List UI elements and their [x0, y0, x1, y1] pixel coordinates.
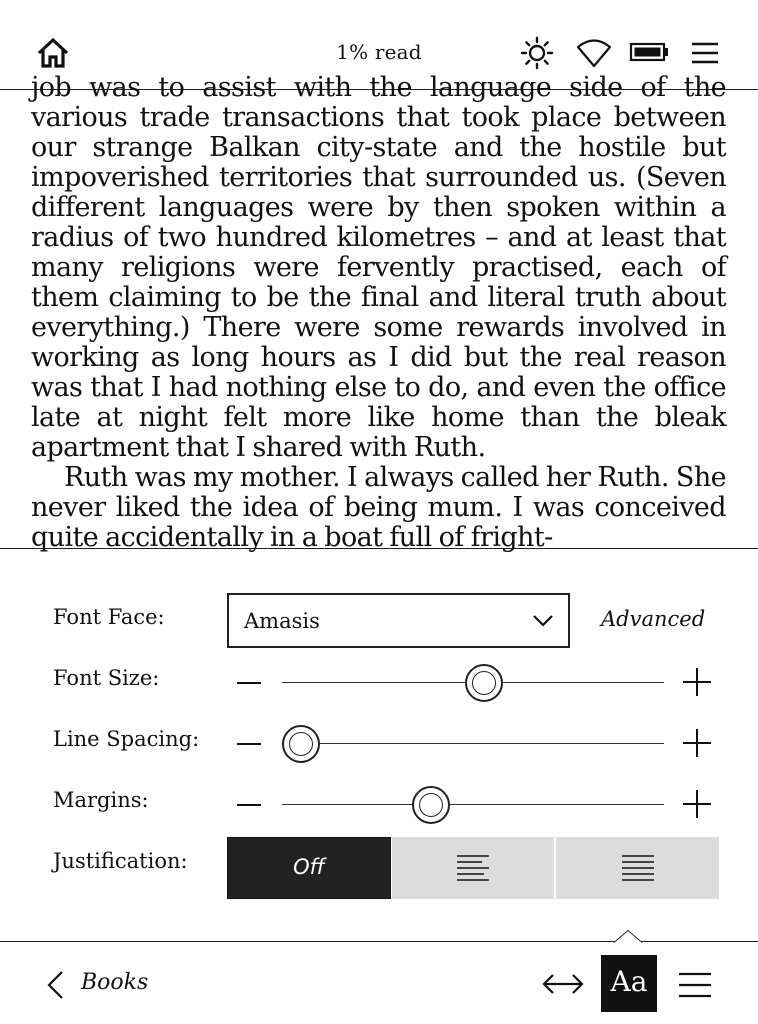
bottom-bar — [0, 941, 758, 1024]
paragraph: Ruth was my mother. I always called her Ruth. She never liked the idea of being mum. I was conceived quite accidentally in a boat full of fright- — [31, 462, 726, 553]
font-size-slider[interactable] — [282, 668, 664, 698]
chevron-down-icon — [532, 613, 554, 629]
font-face-dropdown[interactable] — [227, 593, 570, 648]
reading-progress: 1% read — [336, 40, 422, 64]
wifi-icon[interactable] — [576, 38, 612, 68]
line-spacing-increase-button[interactable] — [683, 729, 711, 757]
font-size-slider-thumb[interactable] — [465, 664, 503, 702]
justification-off-button[interactable] — [227, 837, 391, 899]
reading-settings-panel — [0, 549, 758, 941]
font-size-decrease-button[interactable] — [237, 671, 261, 695]
line-spacing-decrease-button[interactable] — [237, 732, 261, 756]
font-size-increase-button[interactable] — [683, 668, 711, 696]
home-button[interactable] — [36, 36, 70, 70]
back-label: Books — [81, 970, 149, 995]
battery-icon — [630, 40, 670, 64]
page-layout-button[interactable] — [542, 970, 584, 998]
justification-segmented-control — [227, 837, 719, 899]
justification-left-button[interactable] — [392, 837, 554, 899]
slider-track — [282, 804, 664, 805]
justification-full-button[interactable] — [556, 837, 719, 899]
paragraph: job was to assist with the language side of the various trade transactions that took place between our strange Balkan city-state and the hostile but impoverished territories that surrounded us. (Seven different languages were by then spoken within a radius of two hundred kilometres – and at least that many religions were fervently practised, each of them claiming to be the final and literal truth about everything.) There were some rewards involved in working as long hours as I did but the real reason was that I had nothing else to do, and even the office late at night felt more like home than the bleak apartment that I shared with Ruth. — [31, 72, 726, 463]
slider-track — [282, 743, 664, 744]
reading-menu-button[interactable] — [678, 970, 712, 1000]
book-page[interactable] — [0, 72, 758, 553]
font-settings-button[interactable] — [601, 955, 657, 1012]
align-left-icon — [456, 853, 490, 883]
menu-button[interactable] — [690, 38, 720, 68]
menu-icon — [678, 970, 712, 1000]
line-spacing-slider[interactable] — [282, 729, 664, 759]
advanced-link[interactable]: Advanced — [601, 607, 706, 631]
justification-label: Justification: — [53, 849, 188, 873]
panel-pointer — [614, 930, 642, 943]
home-icon — [36, 36, 70, 70]
chevron-left-icon — [44, 970, 66, 1000]
justification-off-label: Off — [293, 855, 325, 879]
margins-slider[interactable] — [282, 790, 664, 820]
margins-decrease-button[interactable] — [237, 793, 261, 817]
margins-increase-button[interactable] — [683, 790, 711, 818]
menu-icon — [690, 38, 720, 68]
line-spacing-slider-thumb[interactable] — [282, 725, 320, 763]
brightness-button[interactable] — [520, 36, 554, 70]
font-face-value: Amasis — [244, 609, 320, 633]
margins-slider-thumb[interactable] — [412, 786, 450, 824]
resize-arrows-icon — [542, 970, 584, 998]
line-spacing-label: Line Spacing: — [53, 727, 200, 751]
margins-label: Margins: — [53, 788, 149, 812]
font-size-label: Font Size: — [53, 666, 160, 690]
font-settings-label: Aa — [610, 965, 648, 998]
brightness-icon — [520, 36, 554, 70]
font-face-label: Font Face: — [53, 605, 165, 629]
align-justify-icon — [621, 853, 655, 883]
page-text — [31, 73, 726, 553]
back-to-books-button[interactable] — [44, 968, 164, 1002]
